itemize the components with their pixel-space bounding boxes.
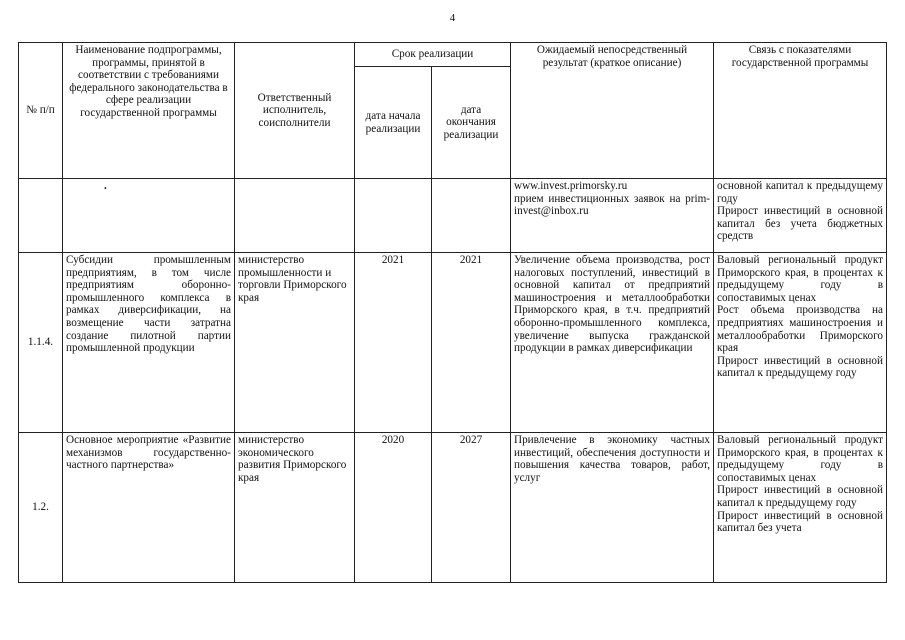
header-responsible: Ответственный исполнитель, соисполнители [235, 43, 355, 179]
row-name [63, 179, 235, 253]
header-link: Связь с показателями государственной программы [714, 43, 887, 179]
row-responsible: министерство промышленности и торговли Приморского края [235, 253, 355, 433]
result-line: www.invest.primorsky.ru [514, 180, 628, 192]
row-result [511, 433, 714, 583]
header-result: Ожидаемый непосредственный результат (краткое описание) [511, 43, 714, 179]
row-num: 1.1.4. [19, 253, 63, 433]
result-line: Увеличение объема производства, рост налоговых поступлений, инвестиций в основной капитал от предприятий машиностроения и металлообработки Приморского края, в т.ч. предприятий оборонно-промышленного комплекса, увеличение выпуска гражданской продукции в рамках диверсификации [514, 254, 710, 355]
link-line: Валовый региональный продукт Приморского края, в процентах к предыдущему году в сопоставимых ценах [717, 254, 883, 304]
row-start: 2021 [355, 253, 432, 433]
page-number: 4 [449, 12, 456, 24]
link-line: Прирост инвестиций в основной капитал к предыдущему году [717, 354, 883, 380]
row-responsible: министерство экономического развития Приморского края [235, 433, 355, 583]
row-name-dot: . [104, 180, 107, 192]
row-num [19, 179, 63, 253]
row-result [511, 179, 714, 253]
row-end [432, 179, 511, 253]
row-end: 2027 [432, 433, 511, 583]
row-responsible [235, 179, 355, 253]
row-name: Субсидии промышленным предприятиям, в том числе предприятиям оборонно-промышленного комплекса в рамках диверсификации, на возмещение части затратна создание пилотной партии промышленной продукции [63, 253, 235, 433]
link-line: основной капитал к предыдущему году [717, 180, 883, 205]
header-period: Срок реализации [355, 43, 511, 67]
header-num: № п/п [19, 43, 63, 179]
row-num: 1.2. [19, 433, 63, 583]
result-line: Привлечение в экономику частных инвестиций, обеспечения доступности и повышения качества товаров, работ, услуг [514, 434, 710, 484]
header-end: дата окончания реализации [432, 67, 511, 179]
row-link [714, 179, 887, 253]
link-line: Прирост инвестиций в основной капитал без учета бюджетных средств [717, 205, 883, 243]
row-link [714, 433, 887, 583]
table-row [19, 433, 887, 583]
link-line: Прирост инвестиций в основной капитал без учета [717, 509, 883, 535]
link-line: Рост объема производства на предприятиях машиностроения и металлообработки Приморского края [717, 304, 883, 355]
link-line: Прирост инвестиций в основной капитал к предыдущему году [717, 484, 883, 509]
table-row [19, 179, 887, 253]
row-end: 2021 [432, 253, 511, 433]
row-start: 2020 [355, 433, 432, 583]
program-table [18, 42, 887, 583]
row-link [714, 253, 887, 433]
result-line: прием инвестиционных заявок на prim-invest@inbox.ru [514, 192, 710, 218]
row-start [355, 179, 432, 253]
header-start: дата начала реализации [355, 67, 432, 179]
header-name: Наименование подпрограммы, программы, принятой в соответствии с требованиями федерального законодательства в сфере реализации государственной программы [63, 43, 235, 179]
table-row [19, 253, 887, 433]
link-line: Валовый региональный продукт Приморского края, в процентах к предыдущему году в сопоставимых ценах [717, 434, 883, 484]
row-name: Основное мероприятие «Развитие механизмов государственно-частного партнерства» [63, 433, 235, 583]
row-result [511, 253, 714, 433]
